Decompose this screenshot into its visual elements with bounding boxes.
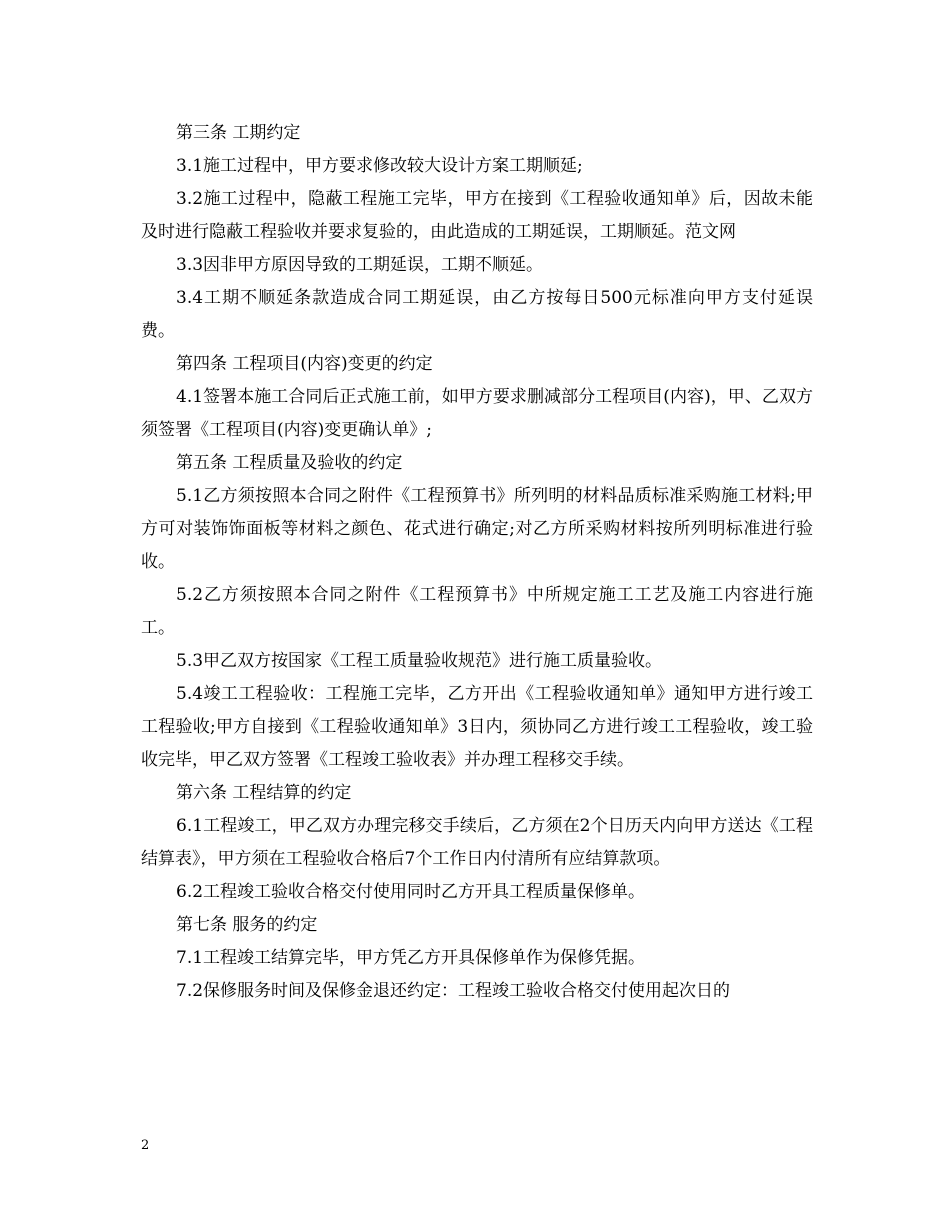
article-5-heading: 第五条 工程质量及验收的约定	[176, 453, 403, 473]
page-number: 2	[141, 1138, 150, 1153]
clause-7-1: 7.1工程竣工结算完毕，甲方凭乙方开具保修单作为保修凭据。	[176, 948, 646, 968]
article-7-heading: 第七条 服务的约定	[176, 915, 318, 935]
clause-6-1: 6.1工程竣工，甲乙双方办理完移交手续后，乙方须在2个日历天内向甲方送达《工程结算表》，甲方须在工程验收合格后7个工作日内付清所有应结算款项。	[141, 816, 813, 869]
document-body	[141, 117, 813, 1008]
clause-5-1: 5.1乙方须按照本合同之附件《工程预算书》所列明的材料品质标准采购施工材料;甲方可对装饰饰面板等材料之颜色、花式进行确定;对乙方所采购材料按所列明标准进行验收。	[141, 486, 813, 572]
article-6-heading: 第六条 工程结算的约定	[176, 783, 352, 803]
article-3-heading: 第三条 工期约定	[176, 123, 301, 143]
clause-4-1: 4.1签署本施工合同后正式施工前，如甲方要求删减部分工程项目(内容)，甲、乙双方须签署《工程项目(内容)变更确认单》;	[141, 387, 813, 440]
clause-6-2: 6.2工程竣工验收合格交付使用同时乙方开具工程质量保修单。	[176, 882, 646, 902]
article-4-heading: 第四条 工程项目(内容)变更的约定	[176, 354, 433, 374]
clause-3-4: 3.4工期不顺延条款造成合同工期延误，由乙方按每日500元标准向甲方支付延误费。	[141, 288, 813, 341]
clause-5-3: 5.3甲乙双方按国家《工程工质量验收规范》进行施工质量验收。	[176, 651, 663, 671]
clause-5-2: 5.2乙方须按照本合同之附件《工程预算书》中所规定施工工艺及施工内容进行施工。	[141, 585, 813, 638]
clause-7-2: 7.2保修服务时间及保修金退还约定：工程竣工验收合格交付使用起次日的	[176, 981, 731, 1001]
clause-3-1: 3.1施工过程中，甲方要求修改较大设计方案工期顺延;	[176, 156, 583, 176]
clause-5-4: 5.4竣工工程验收：工程施工完毕，乙方开出《工程验收通知单》通知甲方进行竣工工程验收;甲方自接到《工程验收通知单》3日内，须协同乙方进行竣工工程验收，竣工验收完毕，甲乙双方签署《工程竣工验收表》并办理工程移交手续。	[141, 684, 813, 770]
clause-3-2: 3.2施工过程中，隐蔽工程施工完毕，甲方在接到《工程验收通知单》后，因故未能及时进行隐蔽工程验收并要求复验的，由此造成的工期延误，工期顺延。范文网	[141, 189, 813, 242]
clause-3-3: 3.3因非甲方原因导致的工期延误，工期不顺延。	[176, 255, 544, 275]
